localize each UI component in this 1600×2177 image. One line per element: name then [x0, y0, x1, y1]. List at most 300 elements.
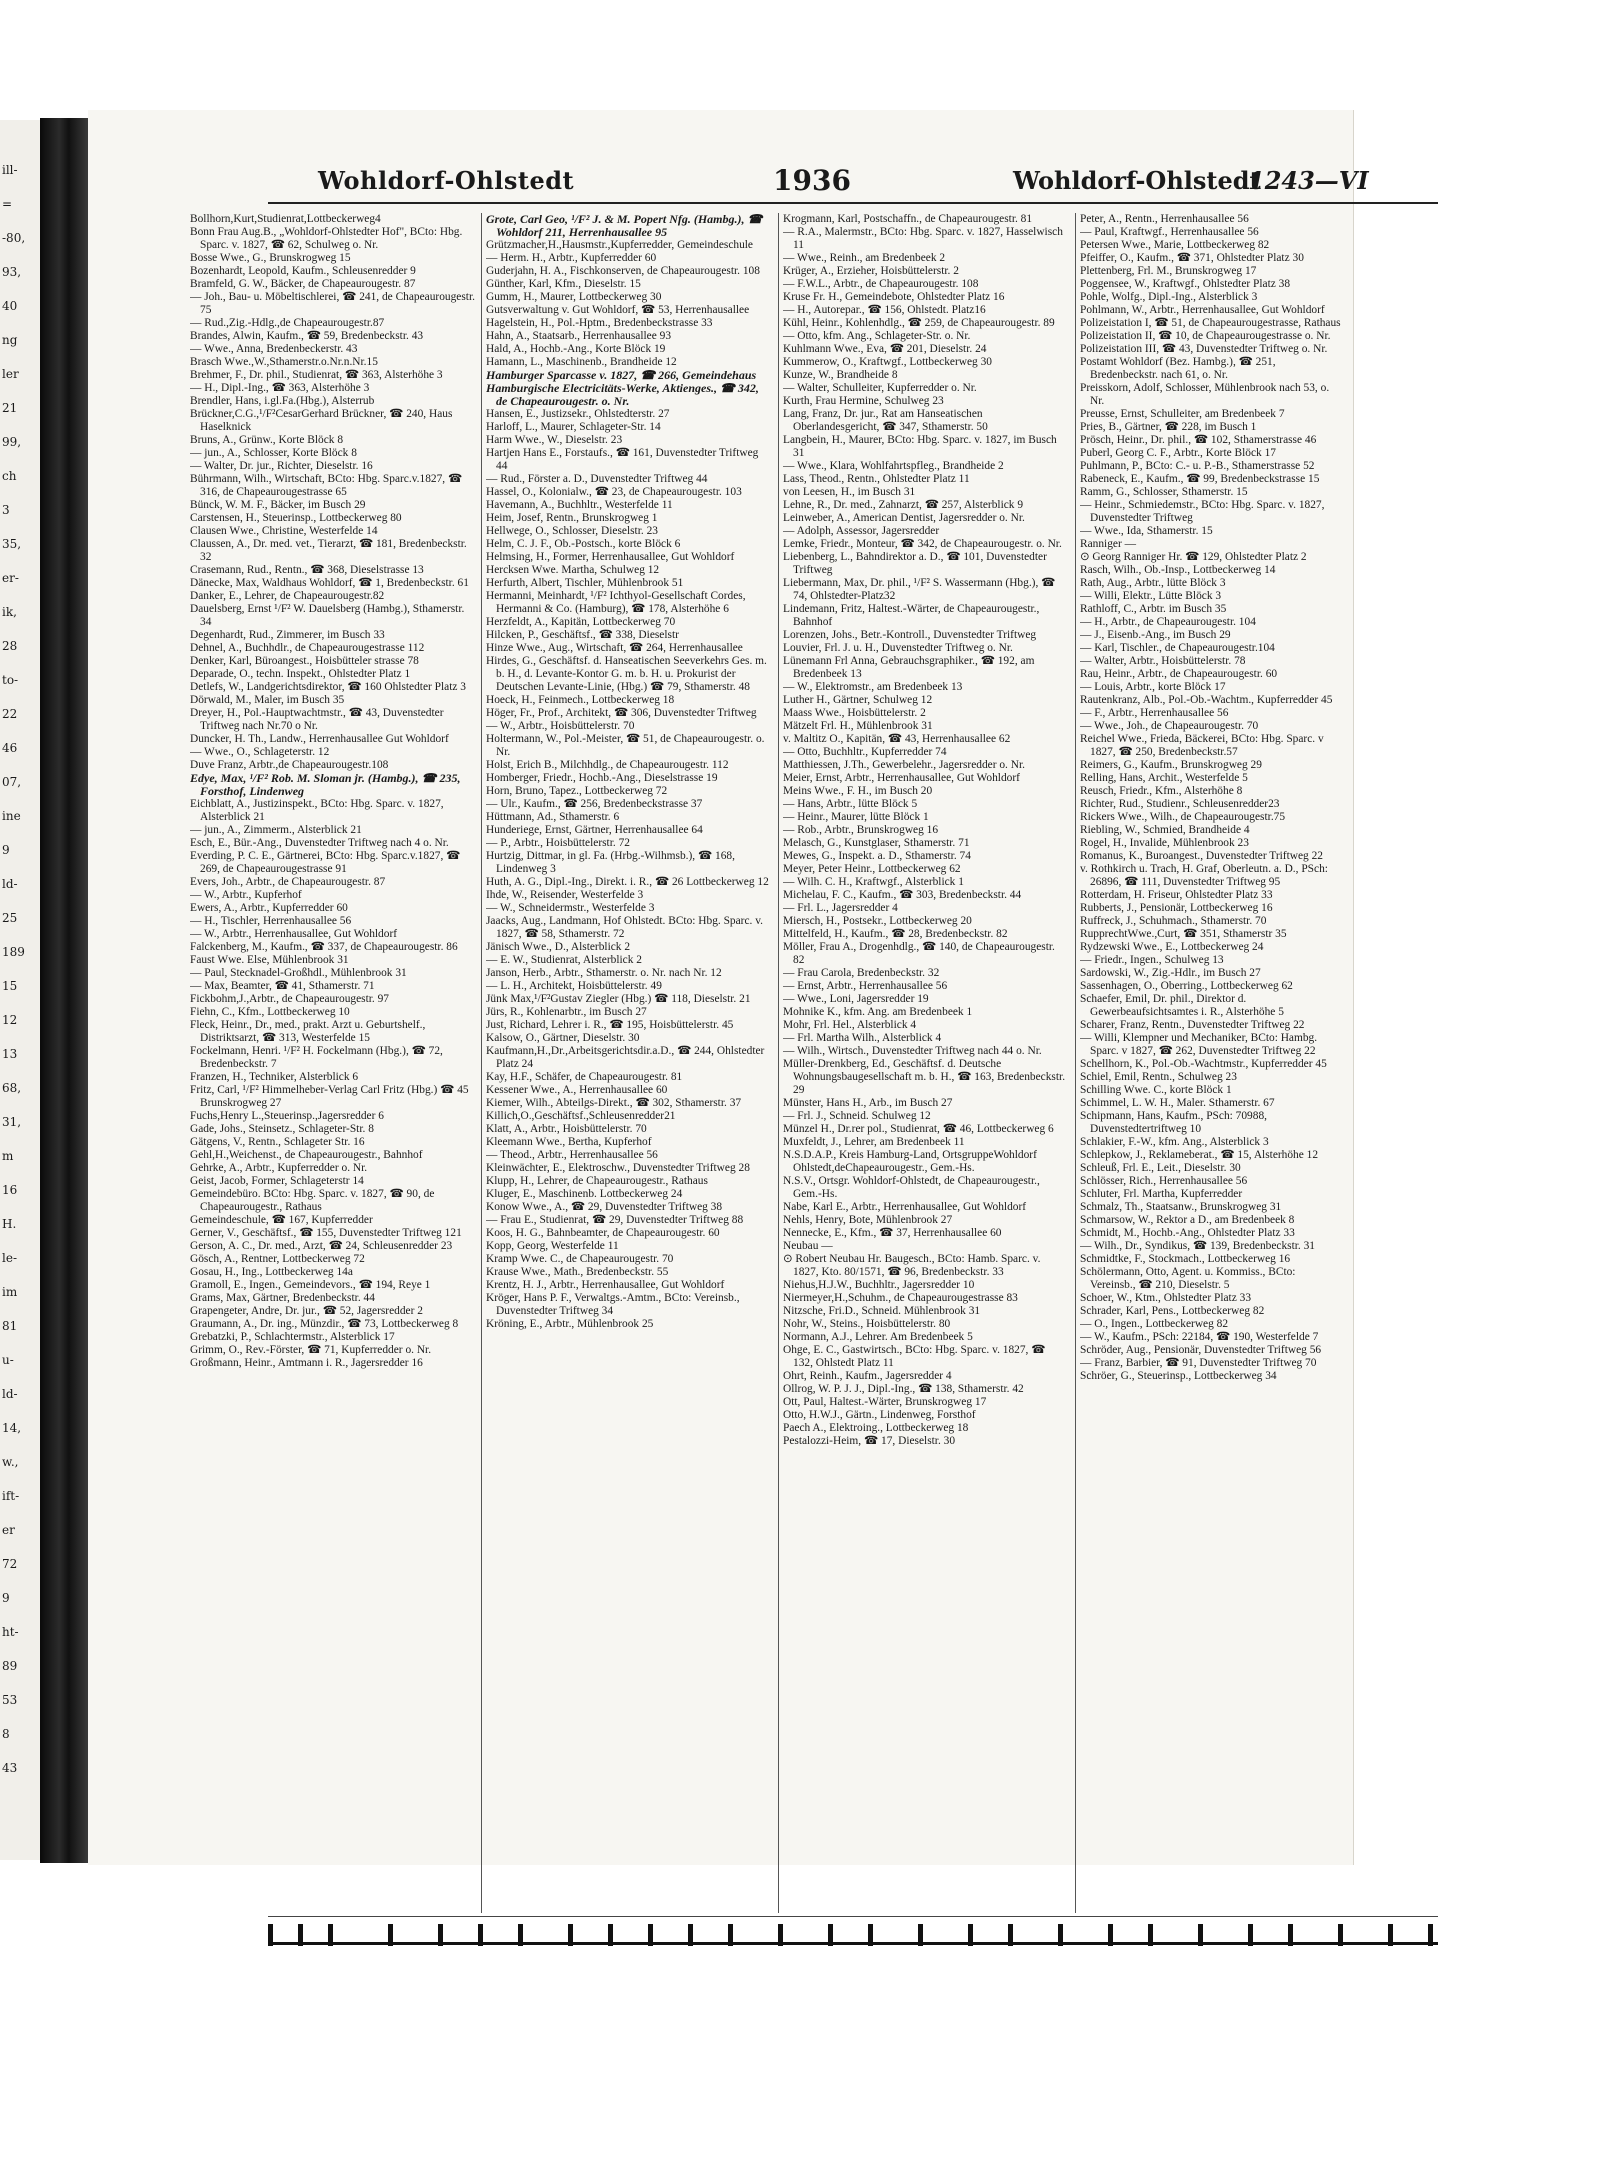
directory-entry: — Wwe., Klara, Wohlfahrtspfleg., Brandheide 2 [783, 460, 1004, 472]
directory-entry: Schellhorn, K., Pol.-Ob.-Wachtmstr., Kupferredder 45 [1080, 1058, 1327, 1070]
directory-entry: — Franz, Barbier, ☎ 91, Duvenstedter Triftweg 70 [1080, 1357, 1317, 1369]
previous-page-fragment: u- [2, 1353, 14, 1367]
directory-entry: Nennecke, E., Kfm., ☎ 37, Herrenhausallee 60 [783, 1227, 1002, 1239]
directory-entry: Krentz, H. J., Arbtr., Herrenhausallee, Gut Wohldorf [486, 1279, 725, 1291]
directory-entry: Normann, A.J., Lehrer. Am Bredenbeek 5 [783, 1331, 973, 1343]
directory-entry: Schleuß, Frl. E., Leit., Dieselstr. 30 [1080, 1162, 1241, 1174]
directory-entry: — Wilh., Wirtsch., Duvenstedter Triftweg nach 44 o. Nr. [783, 1045, 1042, 1057]
directory-entry: Gerson, A. C., Dr. med., Arzt, ☎ 24, Schleusenredder 23 [190, 1240, 453, 1252]
footer-tick-mark [1248, 1924, 1253, 1946]
directory-entry: Bramfeld, G. W., Bäcker, de Chapeaurougestr. 87 [190, 278, 416, 290]
directory-entry: — Wwe., Loni, Jagersredder 19 [783, 993, 929, 1005]
directory-entry: Crasemann, Rud., Rentn., ☎ 368, Dieselstrasse 13 [190, 564, 424, 576]
directory-entry: Gehl,H.,Weichenst., de Chapeaurougestr., Bahnhof [190, 1149, 423, 1161]
directory-entry: Nitzsche, Fri.D., Schneid. Mühlenbrook 31 [783, 1305, 981, 1317]
directory-entry: Grams, Max, Gärtner, Bredenbeckstr. 44 [190, 1292, 375, 1304]
directory-entry: — O., Ingen., Lottbeckerweg 82 [1080, 1318, 1229, 1330]
directory-entry: Schilling Wwe. C., korte Blöck 1 [1080, 1084, 1232, 1096]
directory-entry: Homberger, Friedr., Hochb.-Ang., Dieselstrasse 19 [486, 772, 718, 784]
directory-entry: Rickers Wwe., Wilh., de Chapeaurougestr.75 [1080, 811, 1286, 823]
header-left-title: Wohldorf-Ohlstedt [318, 166, 575, 195]
directory-entry: Rubberts, J., Pensionär, Lottbeckerweg 16 [1080, 902, 1273, 914]
directory-entry: Ruffreck, J., Schuhmach., Sthamerstr. 70 [1080, 915, 1267, 927]
directory-entry: Lemke, Friedr., Monteur, ☎ 342, de Chapeaurougestr. o. Nr. [783, 538, 1062, 550]
previous-page-fragment: ift- [2, 1489, 20, 1503]
previous-page-fragment: m [2, 1149, 14, 1163]
directory-entry: Guderjahn, H. A., Fischkonserven, de Chapeaurougestr. 108 [486, 265, 760, 277]
footer-tick-mark [1148, 1924, 1153, 1946]
directory-entry: — Frl. J., Schneid. Schulweg 12 [783, 1110, 931, 1122]
directory-entry: Brückner,C.G.,¹/F²CesarGerhard Brückner, ☎ 240, Haus Haselknick [190, 408, 453, 433]
directory-entry: Herfurth, Albert, Tischler, Mühlenbrook 51 [486, 577, 684, 589]
directory-entry: Prösch, Heinr., Dr. phil., ☎ 102, Sthamerstrasse 46 [1080, 434, 1317, 446]
directory-entry: Schröder, Aug., Pensionär, Duvenstedter Triftweg 56 [1080, 1344, 1322, 1356]
directory-entry: Rydzewski Wwe., E., Lottbeckerweg 24 [1080, 941, 1264, 953]
directory-entry: Kühl, Heinr., Kohlenhdlg., ☎ 259, de Chapeaurougestr. 89 [783, 317, 1055, 329]
directory-entry: Harm Wwe., W., Dieselstr. 23 [486, 434, 623, 446]
header-page-number: 1243—VI [1248, 166, 1369, 195]
directory-entry: — Willi, Elektr., Lütte Blöck 3 [1080, 590, 1222, 602]
previous-page-fragment: ill- [2, 163, 18, 177]
directory-entry: Postamt Wohldorf (Bez. Hambg.), ☎ 251, Bredenbeckstr. nach 61, o. Nr. [1080, 356, 1276, 381]
header-rule [268, 202, 1438, 204]
directory-entry: Kruse Fr. H., Gemeindebote, Ohlstedter Platz 16 [783, 291, 1005, 303]
directory-entry: — Adolph, Assessor, Jagersredder [783, 525, 940, 537]
directory-entry: — Joh., Bau- u. Möbeltischlerei, ☎ 241, de Chapeaurougestr. 75 [190, 291, 475, 316]
directory-entry: — Karl, Tischler., de Chapeaurougestr.104 [1080, 642, 1275, 654]
directory-entry: — Rob., Arbtr., Brunskrogweg 16 [783, 824, 939, 836]
directory-entry: Hagelstein, H., Pol.-Hptm., Bredenbeckstrasse 33 [486, 317, 713, 329]
book-spine-shadow [40, 118, 88, 1863]
directory-entry: Kiemer, Wilh., Abteilgs-Direkt., ☎ 302, Sthamerstr. 37 [486, 1097, 742, 1109]
directory-entry: — Max, Beamter, ☎ 41, Sthamerstr. 71 [190, 980, 375, 992]
directory-entry: Schimmel, L. W. H., Maler. Sthamerstr. 67 [1080, 1097, 1275, 1109]
previous-page-fragment: er- [2, 571, 19, 585]
directory-entry: Lass, Theod., Rentn., Ohlstedter Platz 11 [783, 473, 970, 485]
footer-tick-mark [1108, 1924, 1113, 1946]
directory-entry: Huth, A. G., Dipl.-Ing., Direkt. i. R., ☎ 26 Lottbeckerweg 12 [486, 876, 769, 888]
directory-entry: Schmidt, M., Hochb.-Ang., Ohlstedter Platz 33 [1080, 1227, 1295, 1239]
directory-entry: Hoeck, H., Feinmech., Lottbeckerweg 18 [486, 694, 675, 706]
directory-entry: Hercksen Wwe. Martha, Schulweg 12 [486, 564, 660, 576]
directory-entry: Mätzelt Frl. H., Mühlenbrook 31 [783, 720, 933, 732]
directory-entry: — Frau E., Studienrat, ☎ 29, Duvenstedter Triftweg 88 [486, 1214, 744, 1226]
directory-entry: — Heinr., Schmiedemstr., BCto: Hbg. Sparc. v. 1827, Duvenstedter Triftweg [1080, 499, 1325, 524]
directory-entry: — Wilh., Dr., Syndikus, ☎ 139, Bredenbeckstr. 31 [1080, 1240, 1315, 1252]
previous-page-fragment: 189 [2, 945, 25, 959]
directory-entry: Kröger, Hans P. F., Verwaltgs.-Amtm., BCto: Vereinsb., Duvenstedter Triftweg 34 [486, 1292, 740, 1317]
footer-tick-mark [268, 1924, 273, 1946]
directory-entry: Pohlmann, W., Arbtr., Herrenhausallee, Gut Wohldorf [1080, 304, 1325, 316]
directory-entry: Münster, Hans H., Arb., im Busch 27 [783, 1097, 953, 1109]
directory-entry: Mewes, G., Inspekt. a. D., Sthamerstr. 74 [783, 850, 971, 862]
directory-entry: — Wilh. C. H., Kraftwgf., Alsterblick 1 [783, 876, 964, 888]
footer-tick-mark [728, 1924, 733, 1946]
directory-entry: Kleemann Wwe., Bertha, Kupferhof [486, 1136, 652, 1148]
directory-entry: Ewers, A., Arbtr., Kupferredder 60 [190, 902, 348, 914]
directory-entry: — Wwe., O., Schlageterstr. 12 [190, 746, 330, 758]
directory-entry: Deparade, O., techn. Inspekt., Ohlstedter Platz 1 [190, 668, 411, 680]
directory-entry: Brandes, Alwin, Kaufm., ☎ 59, Bredenbeckstr. 43 [190, 330, 424, 342]
directory-entry: Maass Wwe., Hoisbüttelerstr. 2 [783, 707, 926, 719]
footer-tick-mark [1288, 1924, 1293, 1946]
directory-entry: Rogel, H., Invalide, Mühlenbrook 23 [1080, 837, 1249, 849]
directory-entry: Bozenhardt, Leopold, Kaufm., Schleusenredder 9 [190, 265, 416, 277]
directory-entry: Preusse, Ernst, Schulleiter, am Bredenbeek 7 [1080, 408, 1285, 420]
previous-page-fragment: 14, [2, 1421, 22, 1435]
directory-entry: Leinweber, A., American Dentist, Jagersredder o. Nr. [783, 512, 1025, 524]
directory-entry: Konow Wwe., A., ☎ 29, Duvenstedter Triftweg 38 [486, 1201, 723, 1213]
previous-page-fragment: 46 [2, 741, 18, 755]
header-year: 1936 [773, 164, 851, 197]
directory-entry: Harloff, L., Maurer, Schlageter-Str. 14 [486, 421, 661, 433]
directory-entry: — Louis, Arbtr., korte Blöck 17 [1080, 681, 1226, 693]
directory-entry: Grimm, O., Rev.-Förster, ☎ 71, Kupferredder o. Nr. [190, 1344, 432, 1356]
directory-entry: Schmalz, Th., Staatsanw., Brunskrogweg 31 [1080, 1201, 1282, 1213]
directory-entry: Kopp, Georg, Westerfelde 11 [486, 1240, 619, 1252]
directory-entry: Fuchs,Henry L.,Steuerinsp.,Jagersredder 6 [190, 1110, 384, 1122]
directory-entry: Müller-Drenkberg, Ed., Geschäftsf. d. Deutsche Wohnungsbaugesellschaft m. b. H., ☎ 163, Bredenbeckstr. 29 [783, 1058, 1066, 1096]
directory-entry: Bünck, W. M. F., Bäcker, im Busch 29 [190, 499, 366, 511]
directory-entry: Rathloff, C., Arbtr. im Busch 35 [1080, 603, 1227, 615]
directory-entry: — R.A., Malermstr., BCto: Hbg. Sparc. v. 1827, Hasselwisch 11 [783, 226, 1063, 251]
directory-entry: Hassel, O., Kolonialw., ☎ 23, de Chapeaurougestr. 103 [486, 486, 742, 498]
directory-entry: — W., Kaufm., PSch: 22184, ☎ 190, Westerfelde 7 [1080, 1331, 1319, 1343]
directory-entry: Louvier, Frl. J. u. H., Duvenstedter Triftweg o. Nr. [783, 642, 1013, 654]
directory-entry: Pestalozzi-Heim, ☎ 17, Dieselstr. 30 [783, 1435, 956, 1447]
footer-tick-mark [828, 1924, 833, 1946]
directory-entry: Lehne, R., Dr. med., Zahnarzt, ☎ 257, Alsterblick 9 [783, 499, 1024, 511]
directory-entry: Lorenzen, Johs., Betr.-Kontroll., Duvenstedter Triftweg [783, 629, 1037, 641]
directory-entry: Graumann, A., Dr. ing., Münzdir., ☎ 73, Lottbeckerweg 8 [190, 1318, 459, 1330]
previous-page-fragment: 68, [2, 1081, 22, 1095]
previous-page-strip [0, 120, 40, 1860]
directory-entry: Kessener Wwe., A., Herrenhausallee 60 [486, 1084, 668, 1096]
previous-page-fragment: ch [2, 469, 17, 483]
directory-entry: v. Rothkirch u. Trach, H. Graf, Oberleutn. a. D., PSch: 26896, ☎ 111, Duvenstedter Triftweg 95 [1080, 863, 1328, 888]
directory-entry: Miersch, H., Postsekr., Lottbeckerweg 20 [783, 915, 972, 927]
directory-entry: Ramm, G., Schlosser, Sthamerstr. 15 [1080, 486, 1248, 498]
directory-entry: Sassenhagen, O., Oberring., Lottbeckerweg 62 [1080, 980, 1293, 992]
directory-entry: Pries, B., Gärtner, ☎ 228, im Busch 1 [1080, 421, 1257, 433]
directory-entry: Möller, Frau A., Drogenhdlg., ☎ 140, de Chapeaurougestr. 82 [783, 941, 1055, 966]
directory-entry: Gösch, A., Rentner, Lottbeckerweg 72 [190, 1253, 365, 1265]
directory-entry: Mittelfeld, H., Kaufm., ☎ 28, Bredenbeckstr. 82 [783, 928, 1008, 940]
directory-entry: — Frau Carola, Bredenbeckstr. 32 [783, 967, 940, 979]
directory-entry: Paech A., Elektroing., Lottbeckerweg 18 [783, 1422, 969, 1434]
directory-entry: Just, Richard, Lehrer i. R., ☎ 195, Hoisbüttelerstr. 45 [486, 1019, 734, 1031]
directory-entry: Lünemann Frl Anna, Gebrauchsgraphiker., ☎ 192, am Bredenbeek 13 [783, 655, 1035, 680]
previous-page-fragment: ng [2, 333, 18, 347]
previous-page-fragment: er [2, 1523, 15, 1537]
directory-entry: Meier, Ernst, Arbtr., Herrenhausallee, Gut Wohldorf [783, 772, 1020, 784]
directory-column-3 [783, 213, 1068, 1913]
directory-entry: Romanus, K., Buroangest., Duvenstedter Triftweg 22 [1080, 850, 1323, 862]
directory-entry: Jürs, R., Kohlenarbtr., im Busch 27 [486, 1006, 647, 1018]
previous-page-fragment: 35, [2, 537, 22, 551]
directory-entry: Liebenberg, L., Bahndirektor a. D., ☎ 101, Duvenstedter Triftweg [783, 551, 1047, 576]
directory-entry: Dauelsberg, Ernst ¹/F² W. Dauelsberg (Hambg.), Sthamerstr. 34 [190, 603, 465, 628]
directory-entry: — W., Arbtr., Hoisbüttelerstr. 70 [486, 720, 635, 732]
directory-entry: Nabe, Karl E., Arbtr., Herrenhausallee, Gut Wohldorf [783, 1201, 1027, 1213]
directory-entry: Dehnel, A., Buchhdlr., de Chapeaurougestrasse 112 [190, 642, 425, 654]
directory-entry: Michelau, F. C., Kaufm., ☎ 303, Bredenbeckstr. 44 [783, 889, 1022, 901]
directory-entry: Edye, Max, ¹/F² Rob. M. Sloman jr. (Hambg.), ☎ 235, Forsthof, Lindenweg [190, 771, 461, 798]
directory-entry: Schaefer, Emil, Dr. phil., Direktor d. Gewerbeaufsichtsamtes i. R., Alsterhöhe 5 [1080, 993, 1284, 1018]
directory-entry: Mohnike K., kfm. Ang. am Bredenbeek 1 [783, 1006, 973, 1018]
directory-entry: Hirdes, G., Geschäftsf. d. Hanseatischen Seeverkehrs Ges. m. b. H., d. Levante-Kontor G. m. b. H. u. Prokurist der Deutschen Levante-Linie, (Hbg.) ☎ 79, Sthamerstr. 48 [486, 655, 767, 693]
directory-entry: Polizeistation II, ☎ 10, de Chapeaurougestrasse o. Nr. [1080, 330, 1331, 342]
previous-page-fragment: 93, [2, 265, 22, 279]
previous-page-fragment: 07, [2, 775, 22, 789]
directory-entry: Reimers, G., Kaufm., Brunskrogweg 29 [1080, 759, 1262, 771]
footer-tick-mark [518, 1924, 523, 1946]
directory-entry: Kummerow, O., Kraftwgf., Lottbeckerweg 30 [783, 356, 992, 368]
directory-entry: Gramoll, E., Ingen., Gemeindevors., ☎ 194, Reye 1 [190, 1279, 431, 1291]
directory-entry: Franzen, H., Techniker, Alsterblick 6 [190, 1071, 359, 1083]
directory-entry: Bonn Frau Aug.B., „Wohldorf-Ohlstedter Hof", BCto: Hbg. Sparc. v. 1827, ☎ 62, Schulweg o. Nr. [190, 226, 463, 251]
directory-entry: Hald, A., Hochb.-Ang., Korte Blöck 19 [486, 343, 666, 355]
directory-entry: — J., Eisenb.-Ang., im Busch 29 [1080, 629, 1231, 641]
directory-entry: Nohr, W., Steins., Hoisbüttelerstr. 80 [783, 1318, 951, 1330]
directory-entry: Krogmann, Karl, Postschaffn., de Chapeaurougestr. 81 [783, 213, 1033, 225]
header-right-title: Wohldorf-Ohlstedt [1013, 166, 1261, 195]
directory-entry: — Otto, Buchhltr., Kupferredder 74 [783, 746, 947, 758]
directory-entry: Carstensen, H., Steuerinsp., Lottbeckerweg 80 [190, 512, 402, 524]
column-divider [481, 213, 482, 1913]
directory-entry: Schmarsow, W., Rektor a D., am Bredenbeek 8 [1080, 1214, 1295, 1226]
previous-page-fragment: 12 [2, 1013, 18, 1027]
directory-entry: ⊙ Robert Neubau Hr. Baugesch., BCto: Hamb. Sparc. v. 1827, Kto. 80/1571, ☎ 96, Bredenbeckstr. 33 [783, 1253, 1041, 1278]
directory-entry: Jünk Max,¹/F²Gustav Ziegler (Hbg.) ☎ 118, Dieselstr. 21 [486, 993, 751, 1005]
directory-entry: Gade, Johs., Steinsetz., Schlageter-Str. 8 [190, 1123, 374, 1135]
previous-page-fragment: 89 [2, 1659, 18, 1673]
directory-entry: Kay, H.F., Schäfer, de Chapeaurougestr. 81 [486, 1071, 683, 1083]
directory-entry: Jaacks, Aug., Landmann, Hof Ohlstedt. BCto: Hbg. Sparc. v. 1827, ☎ 58, Sthamerstr. 72 [486, 915, 764, 940]
directory-column-4 [1080, 213, 1342, 1913]
directory-entry: Ohge, E. C., Gastwirtsch., BCto: Hbg. Sparc. v. 1827, ☎ 132, Ohlstedt Platz 11 [783, 1344, 1046, 1369]
directory-column-2 [486, 213, 771, 1913]
directory-entry: — Wwe., Anna, Bredenbeckerstr. 43 [190, 343, 358, 355]
footer-tick-mark [438, 1924, 443, 1946]
directory-entry: Janson, Herb., Arbtr., Sthamerstr. o. Nr. nach Nr. 12 [486, 967, 722, 979]
footer-tick-mark [478, 1924, 483, 1946]
previous-page-fragment: ht- [2, 1625, 19, 1639]
footer-tick-mark [1388, 1924, 1393, 1946]
directory-entry: Meins Wwe., F. H., im Busch 20 [783, 785, 933, 797]
directory-entry: Petersen Wwe., Marie, Lottbeckerweg 82 [1080, 239, 1270, 251]
previous-page-fragment: to- [2, 673, 19, 687]
directory-entry: — P., Arbtr., Hoisbüttelerstr. 72 [486, 837, 630, 849]
directory-entry: Esch, E., Bür.-Ang., Duvenstedter Triftweg nach 4 o. Nr. [190, 837, 449, 849]
directory-entry: Schoer, W., Ktm., Ohlstedter Platz 33 [1080, 1292, 1252, 1304]
directory-entry: Krause Wwe., Math., Bredenbeckstr. 55 [486, 1266, 669, 1278]
previous-page-fragment: 8 [2, 1727, 10, 1741]
directory-entry: Clausen Wwe., Christine, Westerfelde 14 [190, 525, 378, 537]
directory-entry: Gutsverwaltung v. Gut Wohldorf, ☎ 53, Herrenhausallee [486, 304, 750, 316]
directory-entry: — Walter, Dr. jur., Richter, Dieselstr. 16 [190, 460, 373, 472]
previous-page-fragment: ine [2, 809, 21, 823]
directory-entry: Schmidtke, F., Stockmach., Lottbeckerweg 16 [1080, 1253, 1291, 1265]
directory-entry: N.S.D.A.P., Kreis Hamburg-Land, OrtsgruppeWohldorf Ohlstedt,deChapeaurougestr., Gem.-Hs. [783, 1149, 1037, 1174]
directory-entry: Duve Franz, Arbtr.,de Chapeaurougestr.108 [190, 759, 389, 771]
directory-entry: Fritz, Carl, ¹/F² Himmelheber-Verlag Carl Fritz (Hbg.) ☎ 45 Brunskrogweg 27 [190, 1084, 469, 1109]
previous-page-fragment: ik, [2, 605, 17, 619]
directory-entry: Ott, Paul, Haltest.-Wärter, Brunskrogweg 17 [783, 1396, 987, 1408]
directory-entry: Mohr, Frl. Hel., Alsterblick 4 [783, 1019, 917, 1031]
previous-page-fragment: 31, [2, 1115, 22, 1129]
directory-entry: Hüttmann, Ad., Sthamerstr. 6 [486, 811, 620, 823]
directory-entry: Claussen, A., Dr. med. vet., Tierarzt, ☎ 181, Bredenbeckstr. 32 [190, 538, 467, 563]
directory-entry: — jun., A., Schlosser, Korte Blöck 8 [190, 447, 357, 459]
directory-entry: v. Maltitz O., Kapitän, ☎ 43, Herrenhausallee 62 [783, 733, 1011, 745]
directory-entry: — Theod., Arbtr., Herrenhausallee 56 [486, 1149, 658, 1161]
directory-entry: von Leesen, H., im Busch 31 [783, 486, 916, 498]
directory-entry: Pohle, Wolfg., Dipl.-Ing., Alsterblick 3 [1080, 291, 1258, 303]
directory-entry: Kuhlmann Wwe., Eva, ☎ 201, Dieselstr. 24 [783, 343, 987, 355]
directory-entry: Schlakier, F.-W., kfm. Ang., Alsterblick 3 [1080, 1136, 1269, 1148]
directory-entry: Killich,O.,Geschäftsf.,Schleusenredder21 [486, 1110, 676, 1122]
directory-entry: Reusch, Friedr., Kfm., Alsterhöhe 8 [1080, 785, 1243, 797]
directory-entry: Klatt, A., Arbtr., Hoisbüttelerstr. 70 [486, 1123, 647, 1135]
directory-entry: Rabeneck, E., Kaufm., ☎ 99, Bredenbeckstrasse 15 [1080, 473, 1320, 485]
footer-tick-mark [868, 1924, 873, 1946]
directory-entry: Schrader, Karl, Pens., Lottbeckerweg 82 [1080, 1305, 1265, 1317]
directory-entry: Gumm, H., Maurer, Lottbeckerweg 30 [486, 291, 662, 303]
directory-entry: Denker, Karl, Büroangest., Hoisbütteler strasse 78 [190, 655, 419, 667]
directory-entry: Gemeindebüro. BCto: Hbg. Sparc. v. 1827, ☎ 90, de Chapeaurougestr., Rathaus [190, 1188, 435, 1213]
directory-entry: Polizeistation III, ☎ 43, Duvenstedter Triftweg o. Nr. [1080, 343, 1328, 355]
footer-tick-mark [1198, 1924, 1203, 1946]
directory-entry: Gehrke, A., Arbtr., Kupferredder o. Nr. [190, 1162, 368, 1174]
directory-entry: Schlepkow, J., Reklameberat., ☎ 15, Alsterhöhe 12 [1080, 1149, 1319, 1161]
footer-tick-mark [778, 1924, 783, 1946]
directory-entry: Matthiessen, J.Th., Gewerbelehr., Jagersredder o. Nr. [783, 759, 1025, 771]
previous-page-fragment: ler [2, 367, 19, 381]
scan-margin-top [0, 0, 1600, 52]
footer-tick-mark [918, 1924, 923, 1946]
directory-entry: Dörwald, M., Maler, im Busch 35 [190, 694, 345, 706]
directory-entry: Degenhardt, Rud., Zimmerer, im Busch 33 [190, 629, 385, 641]
directory-entry: Puhlmann, P., BCto: C.- u. P.-B., Sthamerstrasse 52 [1080, 460, 1315, 472]
directory-entry: Schlösser, Rich., Herrenhausallee 56 [1080, 1175, 1248, 1187]
directory-entry: Günther, Karl, Kfm., Dieselstr. 15 [486, 278, 641, 290]
previous-page-fragment: 22 [2, 707, 18, 721]
directory-entry: Puberl, Georg C. F., Arbtr., Korte Blöck 17 [1080, 447, 1276, 459]
directory-entry: Meyer, Peter Heinr., Lottbeckerweg 62 [783, 863, 961, 875]
directory-entry: Fickbohm,J.,Arbtr., de Chapeaurougestr. 97 [190, 993, 389, 1005]
directory-entry: Ohrt, Reinh., Kaufm., Jagersredder 4 [783, 1370, 952, 1382]
directory-entry: Bührmann, Wilh., Wirtschaft, BCto: Hbg. Sparc.v.1827, ☎ 316, de Chapeaurougestrasse 65 [190, 473, 463, 498]
directory-entry: Münzel H., Dr.rer pol., Studienrat, ☎ 46, Lottbeckerweg 6 [783, 1123, 1054, 1135]
directory-entry: — Paul, Kraftwgf., Herrenhausallee 56 [1080, 226, 1259, 238]
directory-entry: Jänisch Wwe., D., Alsterblick 2 [486, 941, 631, 953]
directory-entry: Heim, Josef, Rentn., Brunskrogweg 1 [486, 512, 658, 524]
directory-page [88, 110, 1369, 1865]
directory-entry: RupprechtWwe.,Curt, ☎ 351, Sthamerstr 35 [1080, 928, 1287, 940]
footer-tick-mark [388, 1924, 393, 1946]
directory-entry: Neubau — [783, 1240, 833, 1252]
directory-entry: Horn, Bruno, Tapez., Lottbeckerweg 72 [486, 785, 668, 797]
directory-entry: Grapengeter, Andre, Dr. jur., ☎ 52, Jagersredder 2 [190, 1305, 423, 1317]
directory-entry: Höger, Fr., Prof., Architekt, ☎ 306, Duvenstedter Triftweg [486, 707, 757, 719]
directory-entry: — W., Schneidermstr., Westerfelde 3 [486, 902, 655, 914]
directory-entry: Detlefs, W., Landgerichtsdirektor, ☎ 160 Ohlstedter Platz 3 [190, 681, 466, 693]
directory-entry: Rautenkranz, Alb., Pol.-Ob.-Wachtm., Kupferredder 45 [1080, 694, 1333, 706]
directory-entry: — H., Autorepar., ☎ 156, Ohlstedt. Platz16 [783, 304, 986, 316]
previous-page-fragment: 72 [2, 1557, 18, 1571]
directory-entry: Falckenberg, M., Kaufm., ☎ 337, de Chapeaurougestr. 86 [190, 941, 458, 953]
directory-entry: Hermanni, Meinhardt, ¹/F² Ichthyol-Gesellschaft Cordes, Hermanni & Co. (Hamburg), ☎ 178, Alsterhöhe 6 [486, 590, 746, 615]
directory-entry: Hilcken, P., Geschäftsf., ☎ 338, Dieselstr [486, 629, 679, 641]
directory-entry: — Ernst, Arbtr., Herrenhausallee 56 [783, 980, 948, 992]
directory-entry: Kleinwächter, E., Elektroschw., Duvenstedter Triftweg 28 [486, 1162, 750, 1174]
directory-entry: Großmann, Heinr., Amtmann i. R., Jagersredder 16 [190, 1357, 423, 1369]
directory-entry: Kalsow, O., Gärtner, Dieselstr. 30 [486, 1032, 640, 1044]
directory-entry: Kaufmann,H.,Dr.,Arbeitsgerichtsdir.a.D., ☎ 244, Ohlstedter Platz 24 [486, 1045, 765, 1070]
previous-page-fragment: 13 [2, 1047, 18, 1061]
footer-tick-strip [268, 1924, 1438, 1946]
previous-page-fragment: H. [2, 1217, 17, 1231]
previous-page-fragment: 9 [2, 1591, 10, 1605]
directory-entry: Havemann, A., Buchhltr., Westerfelde 11 [486, 499, 673, 511]
directory-entry: Holst, Erich B., Milchhdlg., de Chapeaurougestr. 112 [486, 759, 729, 771]
directory-entry: Hinze Wwe., Aug., Wirtschaft, ☎ 264, Herrenhausallee [486, 642, 743, 654]
directory-entry: Schluter, Frl. Martha, Kupferredder [1080, 1188, 1243, 1200]
directory-entry: Ollrog, W. P. J. J., Dipl.-Ing., ☎ 138, Sthamerstr. 42 [783, 1383, 1024, 1395]
directory-entry: Krüger, A., Erzieher, Hoisbüttelerstr. 2 [783, 265, 959, 277]
directory-entry: — Walter, Schulleiter, Kupferredder o. Nr. [783, 382, 977, 394]
previous-page-fragment: 28 [2, 639, 18, 653]
footer-tick-mark [328, 1924, 333, 1946]
directory-entry: Scharer, Franz, Rentn., Duvenstedter Triftweg 22 [1080, 1019, 1305, 1031]
previous-page-fragment: 43 [2, 1761, 18, 1775]
directory-entry: Hellwege, O., Schlosser, Dieselstr. 23 [486, 525, 658, 537]
directory-entry: Fiehn, C., Kfm., Lottbeckerweg 10 [190, 1006, 350, 1018]
previous-page-fragment: 53 [2, 1693, 18, 1707]
directory-entry: — Herm. H., Arbtr., Kupferredder 60 [486, 252, 657, 264]
directory-entry: Duncker, H. Th., Landw., Herrenhausallee Gut Wohldorf [190, 733, 449, 745]
directory-entry: Koos, H. G., Bahnbeamter, de Chapeaurougestr. 60 [486, 1227, 720, 1239]
directory-entry: Niehus,H.J.W., Buchhltr., Jagersredder 10 [783, 1279, 975, 1291]
directory-entry: Bosse Wwe., G., Brunskrogweg 15 [190, 252, 351, 264]
previous-page-fragment: im [2, 1285, 18, 1299]
directory-entry: ⊙ Georg Ranniger Hr. ☎ 129, Ohlstedter Platz 2 [1080, 551, 1307, 563]
directory-entry: Fleck, Heinr., Dr., med., prakt. Arzt u. Geburtshelf., Distriktsarzt, ☎ 313, Westerfelde 15 [190, 1019, 426, 1044]
footer-tick-mark [1008, 1924, 1013, 1946]
directory-entry: Herzfeldt, A., Kapitän, Lottbeckerweg 70 [486, 616, 676, 628]
directory-entry: Dänecke, Max, Waldhaus Wohldorf, ☎ 1, Bredenbeckstr. 61 [190, 577, 469, 589]
directory-entry: — Willi, Klempner und Mechaniker, BCto: Hambg. Sparc. v 1827, ☎ 262, Duvenstedter Triftweg 22 [1080, 1032, 1318, 1057]
directory-entry: — Paul, Stecknadel-Großhdl., Mühlenbrook 31 [190, 967, 407, 979]
directory-entry: Schipmann, Hans, Kaufm., PSch: 70988, Duvenstedtertriftweg 10 [1080, 1110, 1267, 1135]
directory-entry: Ihde, W., Reisender, Westerfelde 3 [486, 889, 644, 901]
directory-entry: — L. H., Architekt, Hoisbüttelerstr. 49 [486, 980, 662, 992]
directory-entry: Polizeistation I, ☎ 51, de Chapeaurougestrasse, Rathaus [1080, 317, 1341, 329]
directory-entry: Holtermann, W., Pol.-Meister, ☎ 51, de Chapeaurougestr. o. Nr. [486, 733, 765, 758]
directory-entry: — Ulr., Kaufm., ☎ 256, Bredenbeckstrasse 37 [486, 798, 703, 810]
footer-tick-mark [608, 1924, 613, 1946]
directory-entry: Klupp, H., Lehrer, de Chapeaurougestr., Rathaus [486, 1175, 708, 1187]
directory-entry: Bruns, A., Grünw., Korte Blöck 8 [190, 434, 344, 446]
directory-entry: Langbein, H., Maurer, BCto: Hbg. Sparc. v. 1827, im Busch 31 [783, 434, 1057, 459]
footer-tick-mark [1058, 1924, 1063, 1946]
previous-page-fragment: 9 [2, 843, 10, 857]
directory-entry: Hartjen Hans E., Forstaufs., ☎ 161, Duvenstedter Triftweg 44 [486, 447, 759, 472]
directory-entry: Faust Wwe. Else, Mühlenbrook 31 [190, 954, 349, 966]
directory-entry: Kurth, Frau Hermine, Schulweg 23 [783, 395, 944, 407]
directory-entry: — Frl. L., Jagersredder 4 [783, 902, 898, 914]
